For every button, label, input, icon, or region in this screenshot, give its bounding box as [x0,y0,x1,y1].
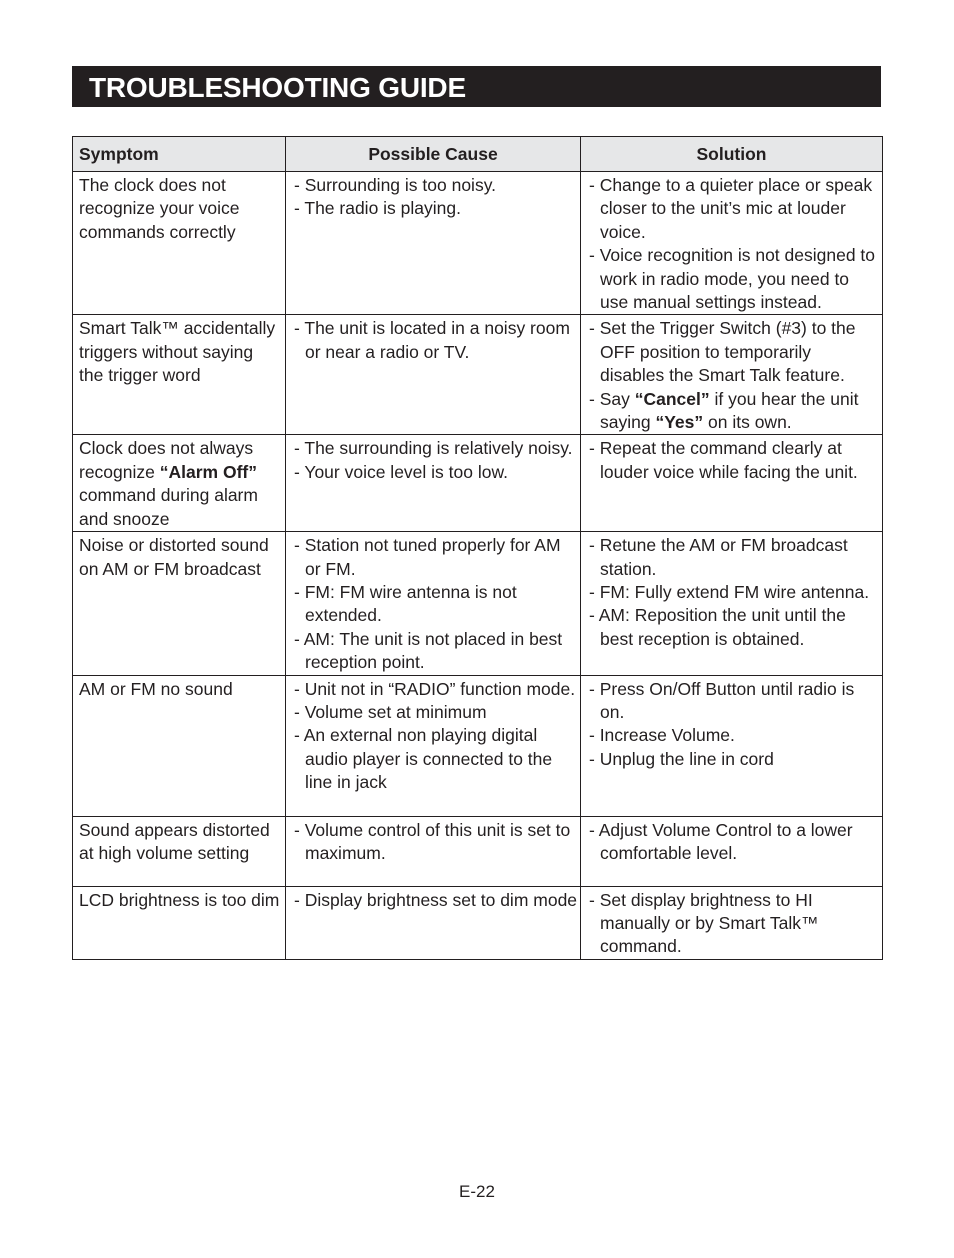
cause-cell [286,886,581,959]
cause-item: - The unit is located in a noisy room or near a radio or TV. [294,318,570,362]
symptom-cell: Sound appears distorted at high volume setting [73,816,286,886]
symptom-cell [73,435,286,532]
solution-text: if you hear the unit saying [600,388,859,433]
solution-item: - Change to a quieter place or speak closer to the unit’s mic at louder voice. [589,175,873,242]
solution-item: - Increase Volume. [589,725,735,746]
solution-item: - AM: Reposition the unit until the best reception is obtained. [589,605,846,649]
solution-item: - FM: Fully extend FM wire antenna. [589,581,870,602]
header-symptom: Symptom [73,137,286,172]
symptom-cell: Noise or distorted sound on AM or FM broadcast [73,532,286,675]
solution-cell [581,315,883,435]
alarm-off-keyword: “Alarm Off” [159,461,257,482]
table-row [73,315,883,435]
symptom-cell: LCD brightness is too dim [73,886,286,959]
solution-item: - Unplug the line in cord [589,748,774,769]
cause-item: - The radio is playing. [294,198,461,219]
solution-cell [581,886,883,959]
page-number: E-22 [459,1182,495,1201]
title-bar [72,66,881,107]
symptom-cell: The clock does not recognize your voice commands correctly [73,172,286,315]
symptom-text: Clock does not always recognize [79,438,254,482]
cause-item: - FM: FM wire antenna is not extended. [294,581,517,626]
cause-item: - An external non playing digital audio player is connected to the line in jack [294,725,553,793]
table-row [73,172,883,315]
solution-cell [581,532,883,675]
troubleshooting-table [72,136,883,960]
cancel-keyword: “Cancel” [634,388,710,409]
solution-text: on its own. [703,412,792,433]
cause-item: - Volume set at minimum [294,701,487,722]
solution-cell [581,675,883,816]
table-header-row [73,137,883,172]
table-row [73,675,883,816]
solution-cell [581,435,883,532]
yes-keyword: “Yes” [655,412,704,433]
cause-item: - The surrounding is relatively noisy. [294,438,573,459]
cause-cell [286,172,581,315]
solution-item [589,388,880,435]
cause-item: - Your voice level is too low. [294,461,509,482]
cause-cell [286,816,581,886]
cause-item: - Volume control of this unit is set to maximum. [294,819,571,863]
cause-cell [286,532,581,675]
cause-cell [286,435,581,532]
cause-cell [286,675,581,816]
solution-item: - Press On/Off Button until radio is on. [589,678,855,722]
solution-item: - Retune the AM or FM broadcast station. [589,535,848,579]
solution-item: - Voice recognition is not designed to work in radio mode, you need to use manual settings instead. [589,245,876,313]
header-solution: Solution [581,137,883,172]
solution-cell [581,172,883,315]
solution-cell [581,816,883,886]
cause-item: - Unit not in “RADIO” function mode. [294,678,576,699]
solution-item: - Adjust Volume Control to a lower comfortable level. [589,819,853,863]
header-possible-cause: Possible Cause [286,137,581,172]
table-row [73,435,883,532]
symptom-cell: Smart Talk™ accidentally triggers without saying the trigger word [73,315,286,435]
solution-text: - Say [589,388,635,409]
solution-item: - Repeat the command clearly at louder voice while facing the unit. [589,438,858,482]
cause-item: - Surrounding is too noisy. [294,175,497,195]
solution-item: - Set display brightness to HI manually or by Smart Talk™ command. [589,889,819,957]
symptom-text: command during alarm and snooze [79,485,258,529]
symptom-cell: AM or FM no sound [73,675,286,816]
page-title: TROUBLESHOOTING GUIDE [89,72,466,103]
table-row [73,532,883,675]
table-row [73,886,883,959]
cause-item: - Station not tuned properly for AM or FM. [294,535,561,579]
cause-cell [286,315,581,435]
solution-item: - Set the Trigger Switch (#3) to the OFF position to temporarily disables the Smart Talk feature. [589,318,856,386]
cause-item: - Display brightness set to dim mode [294,889,578,910]
table-row [73,816,883,886]
cause-item: - AM: The unit is not placed in best reception point. [294,628,563,673]
